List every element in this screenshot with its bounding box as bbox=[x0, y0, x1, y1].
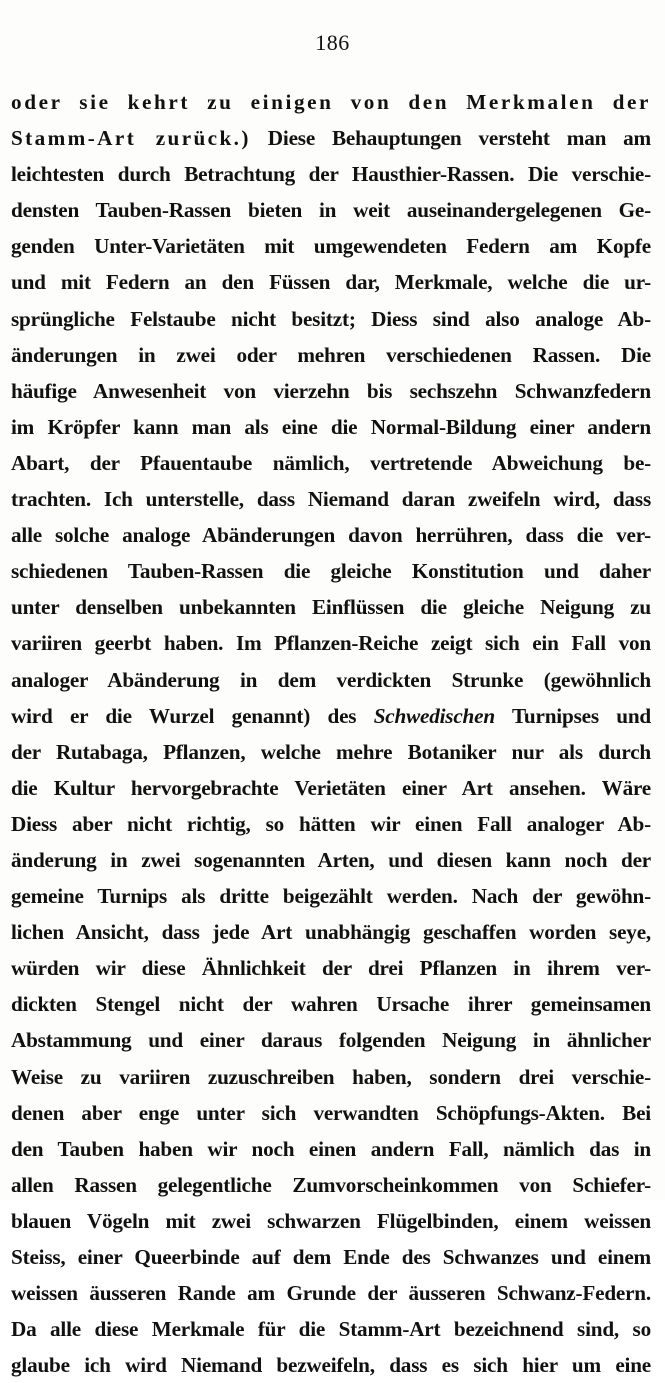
line-18-end: Turnipses und bbox=[511, 703, 651, 728]
line-18-start: wird er die Wurzel genannt) des bbox=[11, 703, 357, 728]
text-line-36: glaube ich wird Niemand bezweifeln, dass es sich hier um eine bbox=[11, 1353, 651, 1378]
text-line-22: änderung in zwei sogenannten Arten, und diesen kann noch der bbox=[11, 847, 651, 872]
text-line-13: alle solche analoge Abänderungen davon herrühren, dass die ver- bbox=[11, 523, 651, 548]
text-line-18 bbox=[11, 698, 651, 734]
text-line-10: im Kröpfer kann man als eine die Normal-Bildung einer andern bbox=[11, 414, 651, 439]
line-2-rest: Diese Behauptungen versteht man am bbox=[267, 126, 651, 151]
text-line-28: Weise zu variiren zuzuschreiben haben, sondern drei verschie- bbox=[11, 1064, 651, 1089]
text-line-23: gemeine Turnips als dritte beigezählt werden. Nach der gewöhn- bbox=[11, 884, 651, 909]
text-line-11: Abart, der Pfauentaube nämlich, vertretende Abweichung be- bbox=[11, 450, 651, 475]
text-line-6: und mit Federn an den Füssen dar, Merkmale, welche die ur- bbox=[11, 270, 651, 295]
text-line-21: Diess aber nicht richtig, so hätten wir einen Fall analoger Ab- bbox=[11, 811, 651, 836]
page-number: 186 bbox=[315, 30, 350, 55]
text-line-33: Steiss, einer Queerbinde auf dem Ende des Schwanzes und einem bbox=[11, 1245, 651, 1269]
text-line-19: der Rutabaga, Pflanzen, welche mehre Botaniker nur als durch bbox=[11, 739, 651, 764]
text-line-2 bbox=[11, 120, 651, 156]
spaced-phrase: Stamm-Art zurück.) bbox=[11, 126, 251, 151]
text-line-29: denen aber enge unter sich verwandten Schöpfungs-Akten. Bei bbox=[11, 1100, 651, 1125]
text-line-26: dickten Stengel nicht der wahren Ursache ihrer gemeinsamen bbox=[11, 992, 651, 1017]
text-line-31: allen Rassen gelegentliche Zumvorscheinkommen von Schiefer- bbox=[11, 1172, 651, 1197]
text-line-35: Da alle diese Merkmale für die Stamm-Art bezeichnend sind, so bbox=[11, 1317, 651, 1342]
text-line-12: trachten. Ich unterstelle, dass Niemand daran zweifeln wird, dass bbox=[11, 487, 651, 512]
text-line-27: Abstammung und einer daraus folgenden Neigung in ähnlicher bbox=[11, 1028, 651, 1053]
text-line-5: genden Unter-Varietäten mit umgewendeten Federn am Kopfe bbox=[11, 234, 651, 259]
text-line-15: unter denselben unbekannten Einflüssen die gleiche Neigung zu bbox=[11, 595, 651, 620]
text-line-9: häufige Anwesenheit von vierzehn bis sechszehn Schwanzfedern bbox=[11, 378, 651, 403]
text-line-3: leichtesten durch Betrachtung der Hausthier-Rassen. Die verschie- bbox=[11, 162, 651, 187]
text-line-20: die Kultur hervorgebrachte Verietäten einer Art ansehen. Wäre bbox=[11, 775, 651, 800]
body-text bbox=[11, 84, 651, 1383]
text-line-24: lichen Ansicht, dass jede Art unabhängig geschaffen worden seye, bbox=[11, 920, 651, 945]
text-line-7: sprüngliche Felstaube nicht besitzt; Diess sind also analoge Ab- bbox=[11, 306, 651, 331]
text-line-14: schiedenen Tauben-Rassen die gleiche Konstitution und daher bbox=[11, 559, 651, 584]
text-line-17: analoger Abänderung in dem verdickten Strunke (gewöhnlich bbox=[11, 667, 651, 692]
text-line-1: oder sie kehrt zu einigen von den Merkmalen der bbox=[11, 90, 651, 114]
text-line-30: den Tauben haben wir noch einen andern Fall, nämlich das in bbox=[11, 1136, 651, 1161]
italic-word: Schwedischen bbox=[373, 703, 495, 728]
text-line-8: änderungen in zwei oder mehren verschiedenen Rassen. Die bbox=[11, 342, 651, 367]
text-line-34: weissen äusseren Rande am Grunde der äusseren Schwanz-Federn. bbox=[11, 1281, 651, 1306]
text-line-32: blauen Vögeln mit zwei schwarzen Flügelbinden, einem weissen bbox=[11, 1208, 651, 1233]
text-line-16: variiren geerbt haben. Im Pflanzen-Reiche zeigt sich ein Fall von bbox=[11, 631, 651, 656]
text-line-4: densten Tauben-Rassen bieten in weit auseinandergelegenen Ge- bbox=[11, 198, 651, 223]
text-line-25: würden wir diese Ähnlichkeit der drei Pflanzen in ihrem ver- bbox=[11, 956, 651, 981]
